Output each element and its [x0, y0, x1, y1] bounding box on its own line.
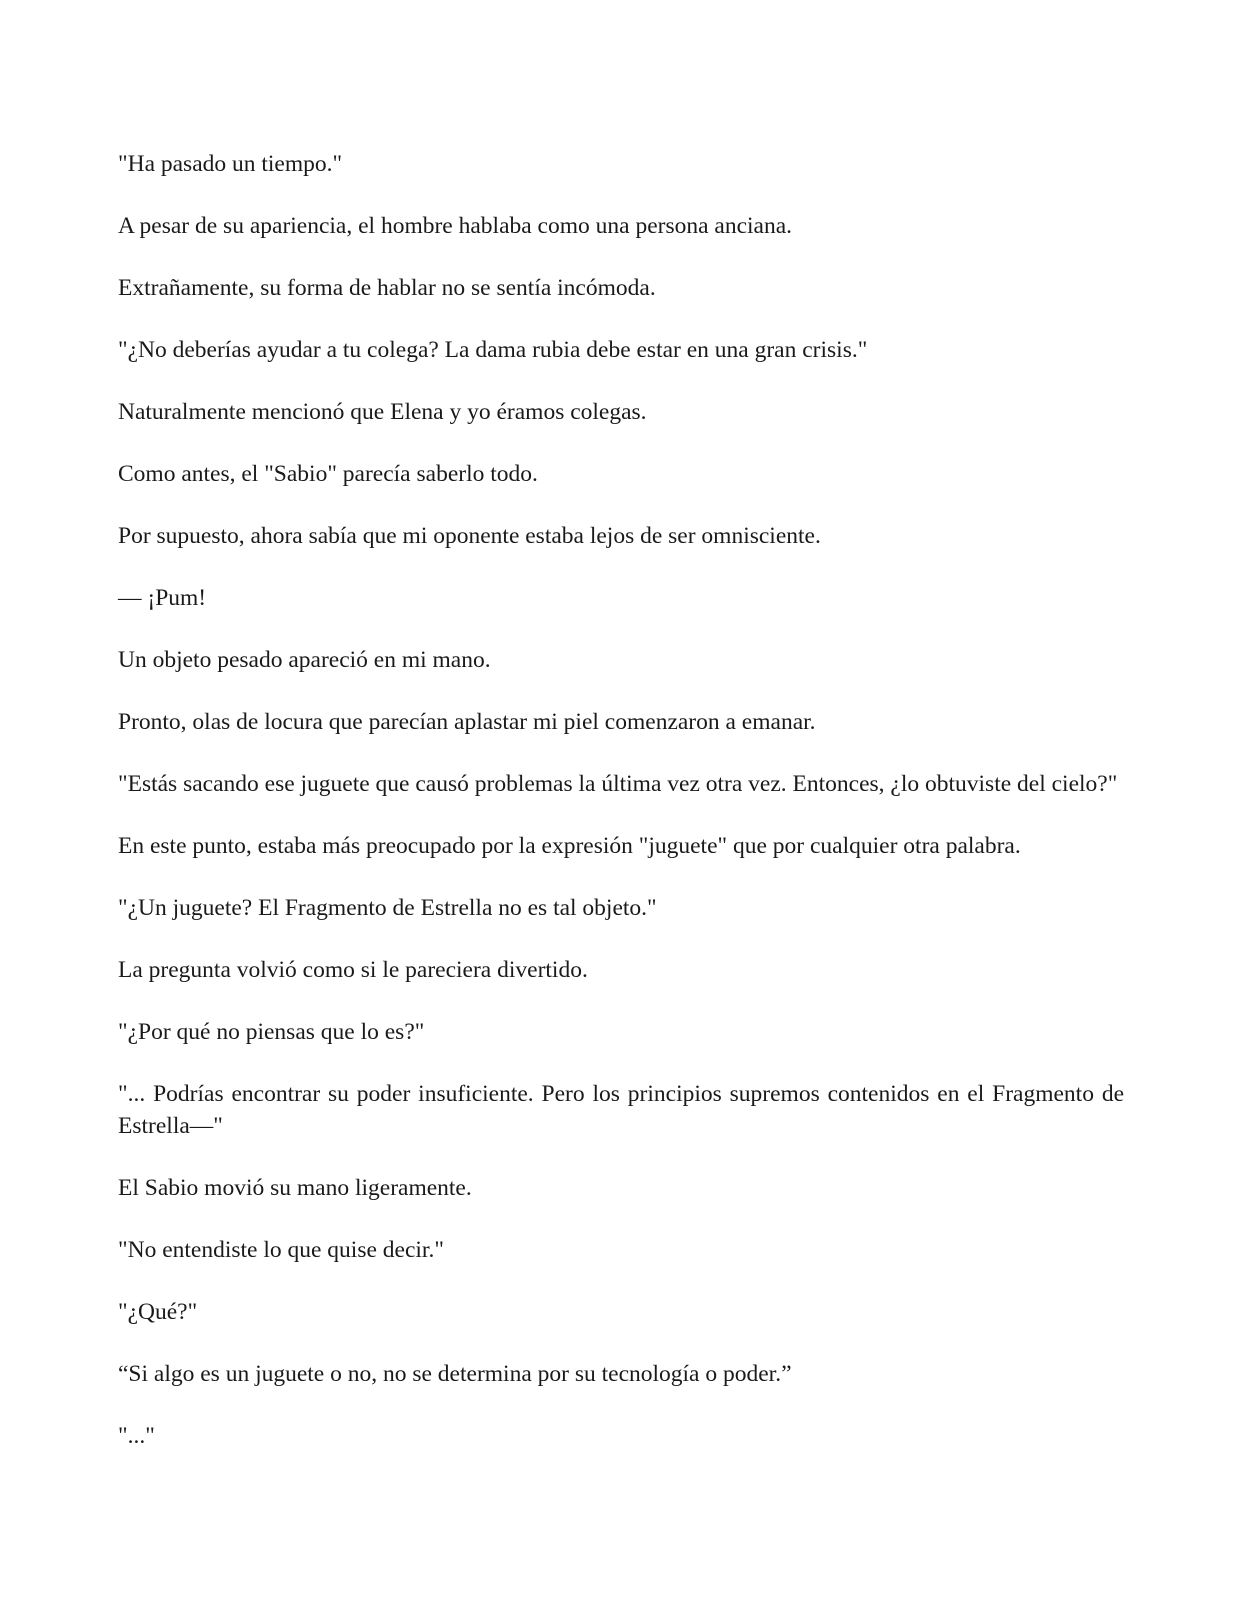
paragraph: "¿Por qué no piensas que lo es?"	[118, 1019, 425, 1045]
paragraph: “Si algo es un juguete o no, no se determina por su tecnología o poder.”	[118, 1361, 792, 1387]
paragraph: — ¡Pum!	[118, 585, 207, 611]
paragraph: Extrañamente, su forma de hablar no se sentía incómoda.	[118, 275, 656, 301]
paragraph: "Ha pasado un tiempo."	[118, 151, 343, 177]
paragraph: "..."	[118, 1423, 155, 1449]
paragraph: El Sabio movió su mano ligeramente.	[118, 1175, 472, 1201]
paragraph: "¿Qué?"	[118, 1299, 198, 1325]
paragraph: Por supuesto, ahora sabía que mi oponente estaba lejos de ser omnisciente.	[118, 523, 821, 549]
paragraph: La pregunta volvió como si le pareciera divertido.	[118, 957, 588, 983]
paragraph: Naturalmente mencionó que Elena y yo éramos colegas.	[118, 399, 647, 425]
paragraph: Un objeto pesado apareció en mi mano.	[118, 647, 491, 673]
paragraph: Pronto, olas de locura que parecían aplastar mi piel comenzaron a emanar.	[118, 709, 816, 735]
paragraph: En este punto, estaba más preocupado por la expresión "juguete" que por cualquier otra palabra.	[118, 833, 1021, 859]
paragraph: Como antes, el "Sabio" parecía saberlo todo.	[118, 461, 538, 487]
paragraph: "¿No deberías ayudar a tu colega? La dama rubia debe estar en una gran crisis."	[118, 337, 868, 363]
paragraph: "Estás sacando ese juguete que causó problemas la última vez otra vez. Entonces, ¿lo obtuviste del cielo?"	[118, 771, 1118, 797]
paragraph: "... Podrías encontrar su poder insuficiente. Pero los principios supremos contenidos en el Fragmento de Estrella—"	[118, 1081, 1124, 1139]
document-body	[118, 148, 1124, 1482]
paragraph: "No entendiste lo que quise decir."	[118, 1237, 444, 1263]
paragraph: "¿Un juguete? El Fragmento de Estrella no es tal objeto."	[118, 895, 657, 921]
paragraph: A pesar de su apariencia, el hombre hablaba como una persona anciana.	[118, 213, 793, 239]
